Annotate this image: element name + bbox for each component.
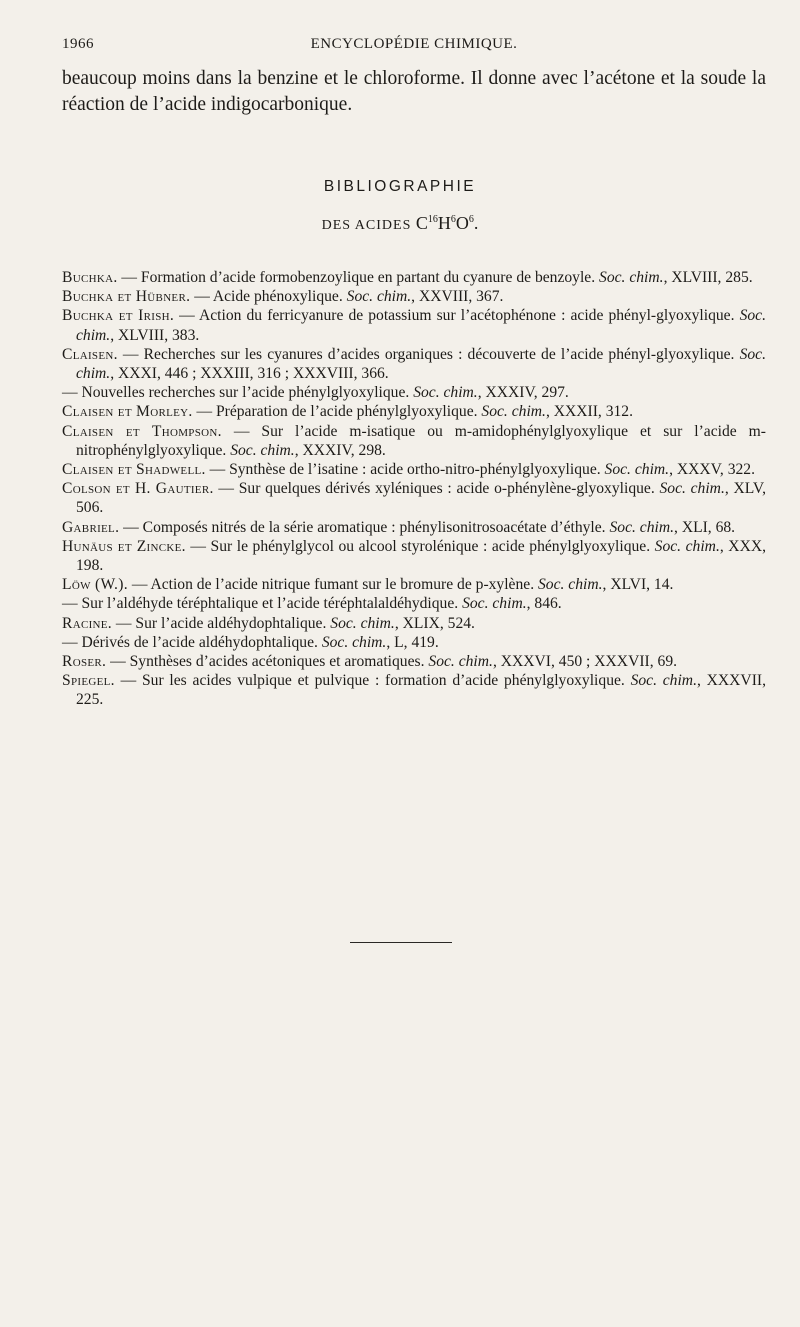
reference-text: — Recherches sur les cyanures d’acides organiques : découverte de l’acide phényl-glyoxylique. [117,345,740,363]
reference-entry [62,402,766,421]
reference-text: — Sur le phénylglycol ou alcool styrolénique : acide phénylglyoxylique. [185,537,655,555]
formula-oxygen-count: 6 [468,214,474,225]
reference-entry [62,422,766,460]
reference-citation: , XLVIII, 285. [663,269,753,286]
formula-carbon-count: 16 [427,214,438,225]
reference-citation: , XXXV, 322. [669,461,755,479]
reference-entry [62,268,766,287]
reference-entry [62,594,766,613]
reference-entry [62,287,766,306]
bibliography-title: BIBLIOGRAPHIE [323,178,477,195]
reference-citation: , XLIX, 524. [394,614,475,632]
reference-journal: Soc. chim. [654,537,720,555]
subtitle-prefix: DES ACIDES [321,218,412,233]
reference-entry [62,652,766,671]
formula-period: . [473,213,479,233]
reference-author: Buchka et Irish. [62,307,175,325]
reference-citation: , XXXI, 446 ; XXXIII, 316 ; XXXVIII, 366. [110,365,389,383]
reference-entry [62,460,766,479]
reference-journal: Soc. chim. [413,384,478,402]
reference-text: — Synthèse de l’isatine : acide ortho-nitro-phénylglyoxylique. [205,461,605,479]
reference-entry [62,671,766,709]
reference-text: — Dérivés de l’acide aldéhydophtalique. [62,633,322,651]
reference-entry [62,518,766,537]
formula-carbon: C [415,213,428,233]
reference-entry [62,537,766,575]
reference-text: — Sur l’acide aldéhydophtalique. [112,614,331,632]
reference-text: — Formation d’acide formobenzoylique en partant du cyanure de benzoyle. [117,269,600,286]
formula-hydrogen: H [437,213,451,233]
reference-text: — Composés nitrés de la série aromatique : phénylisonitrosoacétate d’éthyle. [119,518,610,536]
reference-journal: Soc. chim. [481,403,546,421]
reference-text: — Action du ferricyanure de potassium sur l’acétophénone : acide phényl-glyoxylique. [174,307,740,325]
reference-citation: , XXXIV, 297. [477,384,569,402]
chemical-formula [416,213,479,233]
reference-text: — Sur les acides vulpique et pulvique : formation d’acide phénylglyoxylique. [114,672,631,690]
formula-oxygen: O [455,213,469,233]
reference-journal: Soc. chim. [604,461,670,479]
reference-text: — Nouvelles recherches sur l’acide phénylglyoxylique. [62,384,414,402]
reference-journal: Soc. chim. [321,633,387,651]
reference-text: — Sur quelques dérivés xyléniques : acide o-phénylène-glyoxylique. [213,480,660,498]
reference-text: — Synthèses d’acides acétoniques et aromatiques. [106,653,429,671]
reference-citation: , XXVIII, 367. [411,288,504,306]
reference-entry [62,383,766,402]
reference-journal: Soc. chim. [599,269,664,286]
reference-author: Claisen et Shadwell. [62,461,206,479]
reference-citation: , XLVI, 14. [602,576,674,594]
reference-author: Löw (W.). [62,576,128,594]
reference-journal: Soc. chim. [659,480,725,498]
reference-author: Buchka. [62,269,118,286]
reference-citation: , XLVIII, 383. [110,326,200,344]
reference-journal: Soc. chim. [330,614,395,632]
reference-author: Gabriel. [62,518,120,536]
running-title: ENCYCLOPÉDIE CHIMIQUE. [310,36,518,52]
formula-hydrogen-count: 6 [450,214,456,225]
reference-journal: Soc. chim. [630,672,697,690]
reference-journal: Soc. chim. [76,307,766,344]
reference-citation: , XXXVI, 450 ; XXXVII, 69. [492,653,678,671]
page-number: 1966 [62,36,94,52]
reference-citation: , XXXIV, 298. [294,441,386,459]
reference-journal: Soc. chim. [428,653,493,671]
reference-citation: , XLI, 68. [674,518,736,536]
reference-citation: , L, 419. [386,633,439,651]
reference-citation: , 846. [526,595,562,613]
reference-entry [62,614,766,633]
reference-author: Hunäus et Zincke. [62,537,186,555]
reference-author: Racine. [62,614,113,632]
reference-citation: , XXX, 198. [76,537,766,575]
reference-entry [62,479,766,517]
reference-citation: , XXXVII, 225. [76,672,766,709]
reference-author: Spiegel. [62,672,115,690]
reference-author: Roser. [62,653,107,671]
reference-journal: Soc. chim. [346,288,412,306]
reference-text: — Sur l’aldéhyde téréphtalique et l’acide téréphtalaldéhydique. [62,595,463,613]
reference-list [62,268,766,710]
bibliography-subtitle [0,213,800,234]
reference-author: Buchka et Hübner. [62,288,191,306]
reference-journal: Soc. chim. [76,345,766,383]
reference-text: — Sur l’acide m-isatique ou m-amidophénylglyoxylique et sur l’acide m-nitrophénylglyoxylique. [76,422,766,459]
reference-entry [62,345,766,383]
reference-citation: , XLV, 506. [76,480,766,517]
reference-citation: , XXXII, 312. [545,403,634,421]
reference-text: — Préparation de l’acide phénylglyoxylique. [192,403,482,421]
reference-journal: Soc. chim. [230,441,295,459]
end-rule [350,942,452,943]
reference-author: Claisen et Thompson. [62,422,222,440]
intro-paragraph: beaucoup moins dans la benzine et le chloroforme. Il donne avec l’acétone et la soude la réaction de l’acide indigocarbonique. [62,68,766,115]
reference-journal: Soc. chim. [538,576,603,594]
reference-text: — Action de l’acide nitrique fumant sur le bromure de p-xylène. [127,576,538,594]
reference-entry [62,633,766,652]
reference-journal: Soc. chim. [462,595,527,613]
reference-author: Claisen et Morley. [62,403,193,421]
reference-author: Colson et H. Gautier. [62,480,214,498]
page-header [62,36,766,58]
reference-entry [62,575,766,594]
reference-text: — Acide phénoxylique. [190,288,347,306]
reference-author: Claisen. [62,345,118,363]
reference-journal: Soc. chim. [609,518,675,536]
reference-entry [62,306,766,344]
